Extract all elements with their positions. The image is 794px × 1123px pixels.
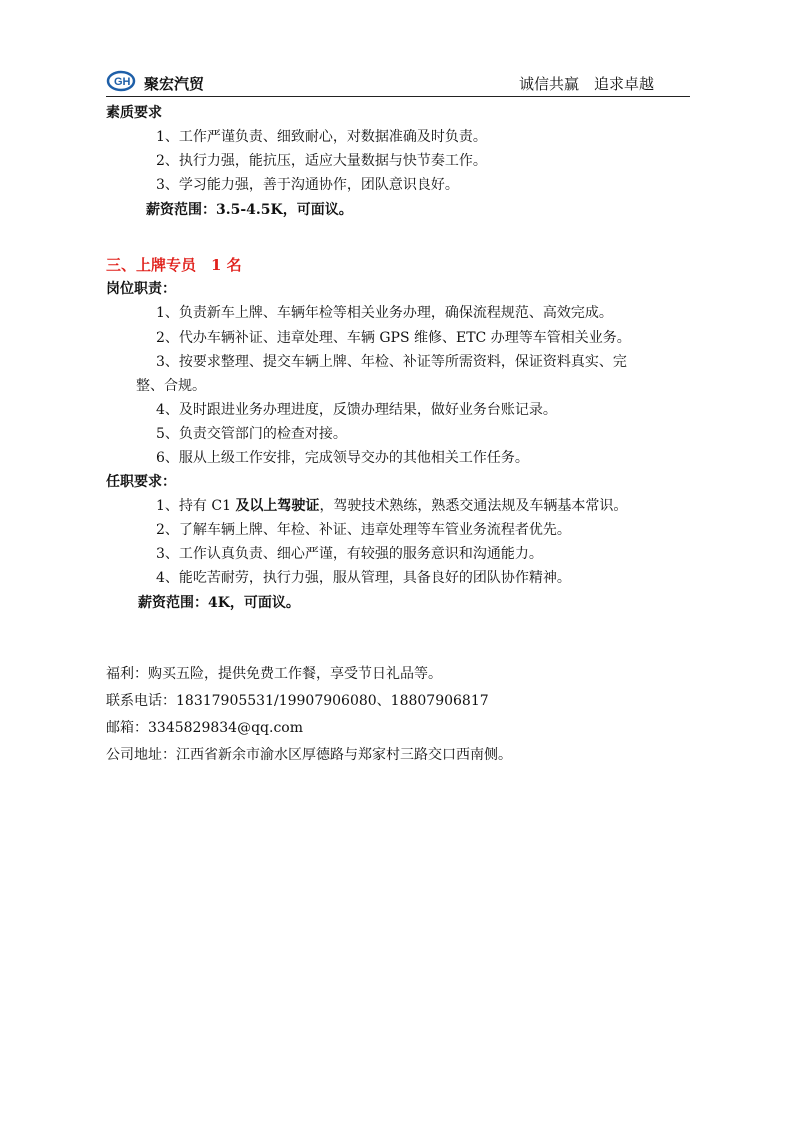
duty-item-5: 5、负责交管部门的检查对接。	[156, 426, 347, 442]
contact-email: 邮箱：3345829834@qq.com	[106, 720, 303, 736]
duty-item-2: 2、代办车辆补证、违章处理、车辆 GPS 维修、ETC 办理等车管相关业务。	[156, 330, 631, 346]
company-slogan: 诚信共赢 追求卓越	[518, 75, 654, 93]
svg-text:GH: GH	[114, 76, 131, 88]
quality-heading: 素质要求	[106, 105, 162, 121]
duty-item-4: 4、及时跟进业务办理进度，反馈办理结果，做好业务台账记录。	[156, 402, 557, 418]
company-logo-icon	[106, 70, 136, 92]
company-address: 公司地址：江西省新余市渝水区厚德路与郑家村三路交口西南侧。	[106, 747, 512, 763]
salary-range-text: 薪资范围：4K，可面议。	[138, 595, 300, 611]
section-title: 三、上牌专员 1 名	[106, 256, 242, 274]
company-name: 聚宏汽贸	[144, 75, 205, 93]
salary-range-text: 薪资范围：3.5-4.5K，可面议。	[146, 202, 353, 218]
requirement-item-1	[156, 495, 627, 515]
quality-item-3: 3、学习能力强，善于沟通协作，团队意识良好。	[156, 177, 459, 193]
requirement-item-3: 3、工作认真负责、细心严谨，有较强的服务意识和沟通能力。	[156, 546, 543, 562]
requirement-1-part-a: 1、持有 C1	[156, 498, 236, 514]
requirement-1-license: 及以上驾驶证	[235, 498, 320, 514]
duty-item-3-cont: 整、合规。	[136, 378, 206, 394]
duty-item-3: 3、按要求整理、提交车辆上牌、年检、补证等所需资料，保证资料真实、完	[156, 354, 627, 370]
requirements-heading: 任职要求：	[106, 474, 176, 490]
page-header	[106, 68, 690, 97]
requirement-1-part-c: ，驾驶技术熟练，熟悉交通法规及车辆基本常识。	[319, 498, 628, 514]
requirement-item-2: 2、了解车辆上牌、年检、补证、违章处理等车管业务流程者优先。	[156, 522, 571, 538]
requirement-item-4: 4、能吃苦耐劳，执行力强，服从管理，具备良好的团队协作精神。	[156, 570, 571, 586]
quality-item-1: 1、工作严谨负责、细致耐心，对数据准确及时负责。	[156, 129, 487, 145]
duties-heading: 岗位职责：	[106, 281, 176, 297]
duty-item-6: 6、服从上级工作安排，完成领导交办的其他相关工作任务。	[156, 450, 529, 466]
quality-item-2: 2、执行力强，能抗压，适应大量数据与快节奏工作。	[156, 153, 487, 169]
duty-item-1: 1、负责新车上牌、车辆年检等相关业务办理，确保流程规范、高效完成。	[156, 305, 613, 321]
benefits-text: 福利：购买五险，提供免费工作餐，享受节日礼品等。	[106, 666, 442, 682]
contact-phone: 联系电话：18317905531/19907906080、18807906817	[106, 693, 489, 709]
